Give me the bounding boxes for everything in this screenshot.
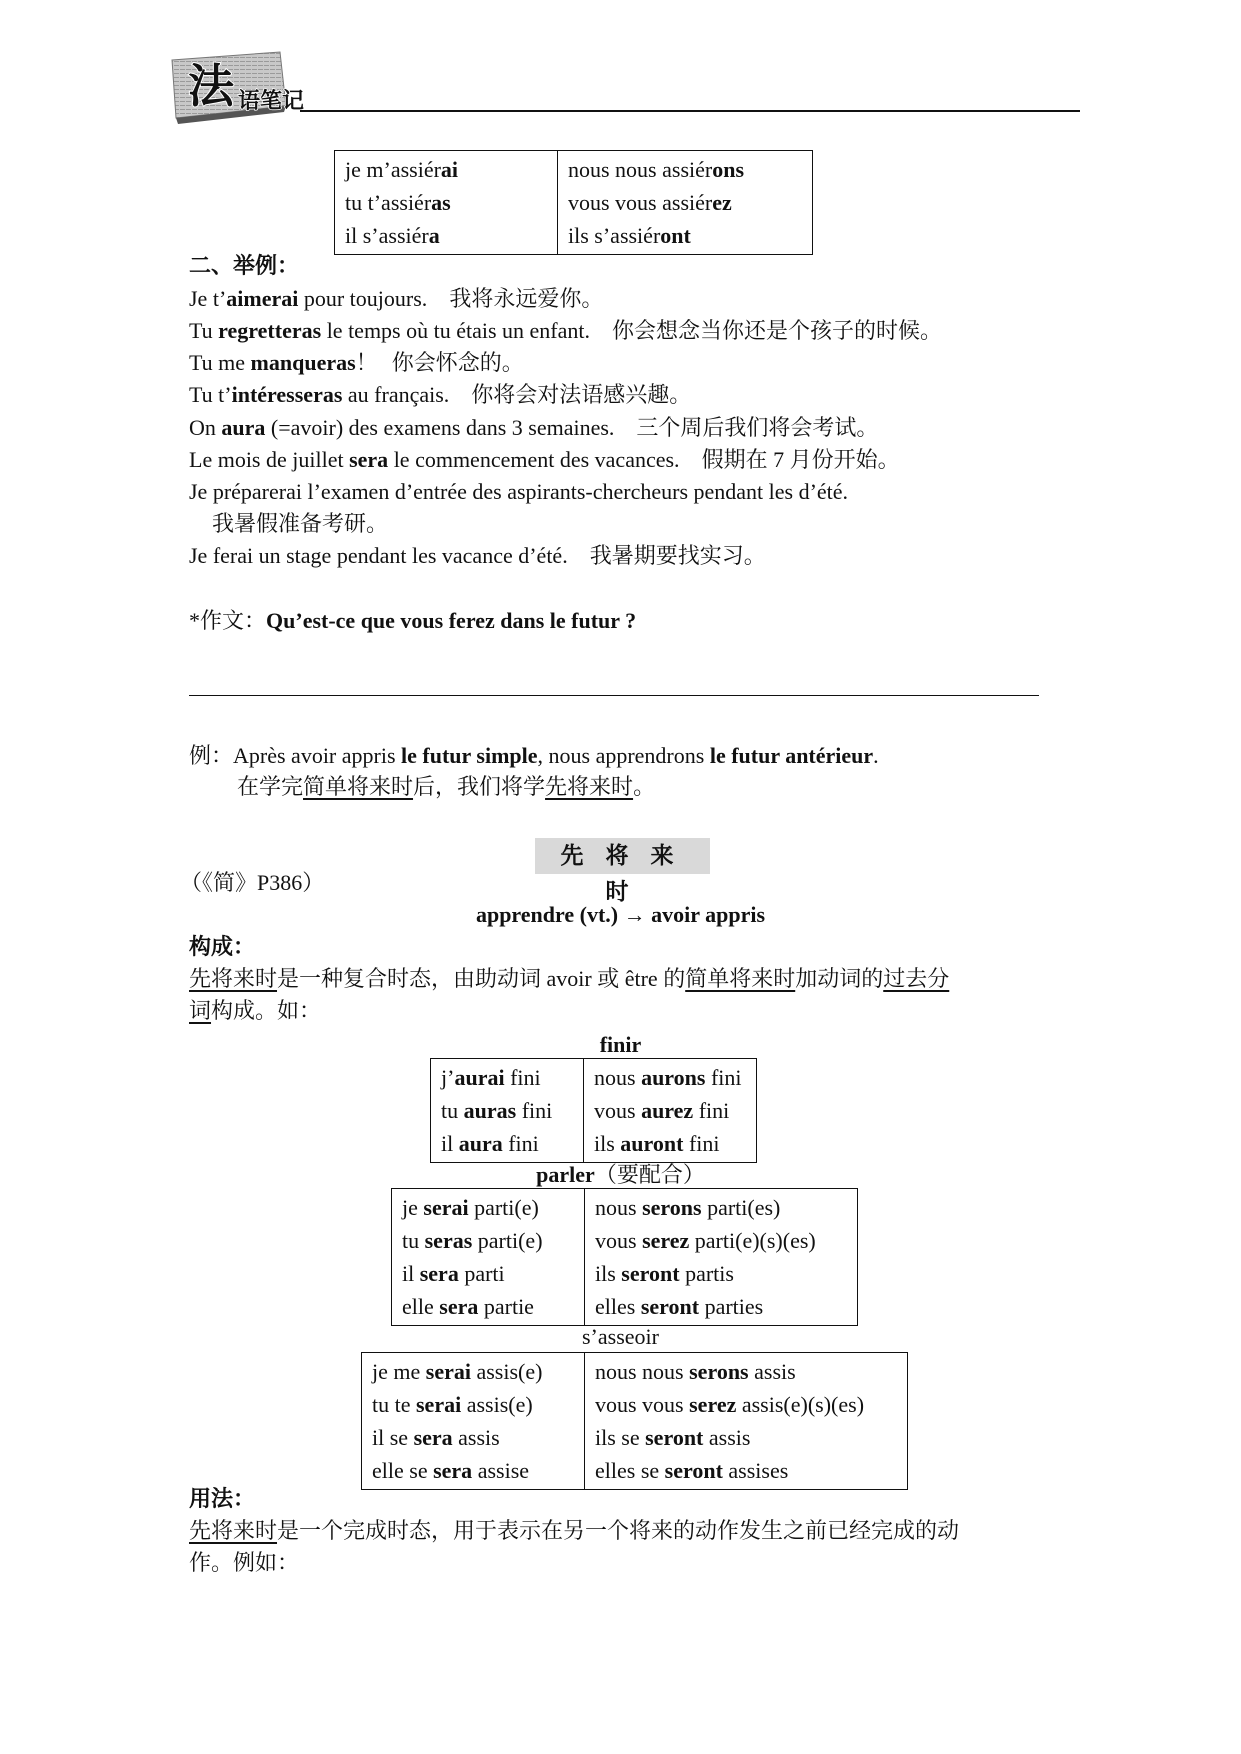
table-row: elles seront parties xyxy=(595,1294,764,1319)
example-line: Je t’aimerai pour toujours. 我将永远爱你。 xyxy=(189,286,604,311)
logo-icon xyxy=(168,48,348,128)
example-line: Je préparerai l’examen d’entrée des aspirants-chercheurs pendant les d’été. xyxy=(189,479,849,504)
table-row: il se sera assis xyxy=(372,1425,500,1450)
table-row: vous serez parti(e)(s)(es) xyxy=(595,1228,816,1253)
example-line: Tu t’intéresseras au français. 你将会对法语感兴趣。 xyxy=(189,382,692,407)
table-row: ils s’assiéront xyxy=(568,223,691,248)
reference: （《简》P386） xyxy=(180,870,325,895)
table-row: elle sera partie xyxy=(402,1294,534,1319)
usage-text: 作。例如： xyxy=(189,1550,300,1575)
table-row: tu auras fini xyxy=(441,1098,553,1123)
usage-heading: 用法： xyxy=(189,1486,256,1511)
formula: apprendre (vt.) → avoir appris xyxy=(475,902,766,927)
table-row: elle se sera assise xyxy=(372,1458,530,1483)
table-row: il sera parti xyxy=(402,1261,505,1286)
sasseoir-table xyxy=(361,1352,908,1490)
asseoir-future-table xyxy=(334,150,813,255)
example-line: On aura (=avoir) des examens dans 3 semaines. 三个周后我们将会考试。 xyxy=(189,415,879,440)
table-row: j’aurai fini xyxy=(441,1065,541,1090)
table-row: nous nous assiérons xyxy=(568,157,745,182)
transition-zh: 在学完简单将来时后，我们将学先将来时。 xyxy=(237,774,656,799)
table-row: je serai parti(e) xyxy=(402,1195,539,1220)
table-row: il s’assiéra xyxy=(345,223,440,248)
finir-table xyxy=(430,1058,757,1163)
header-rule xyxy=(300,110,1080,112)
composition-prompt: *作文：Qu’est-ce que vous ferez dans le futur ? xyxy=(189,608,637,633)
table-row: tu te serai assis(e) xyxy=(372,1392,533,1417)
example-line: Le mois de juillet sera le commencement des vacances. 假期在 7 月份开始。 xyxy=(189,447,900,472)
table-row: vous vous assiérez xyxy=(568,190,732,215)
example-line: Tu regretteras le temps où tu étais un enfant. 你会想念当你还是个孩子的时候。 xyxy=(189,318,943,343)
example-line: Je ferai un stage pendant les vacance d’été. 我暑期要找实习。 xyxy=(189,543,766,568)
table-row: vous aurez fini xyxy=(594,1098,730,1123)
table-row: vous vous serez assis(e)(s)(es) xyxy=(595,1392,865,1417)
usage-text: 先将来时是一个完成时态，用于表示在另一个将来的动作发生之前已经完成的动 xyxy=(189,1518,960,1543)
table-row: ils auront fini xyxy=(594,1131,720,1156)
table-row: il aura fini xyxy=(441,1131,539,1156)
examples-heading: 二、举例： xyxy=(189,253,300,278)
table-row: ils seront partis xyxy=(595,1261,734,1286)
parler-table xyxy=(391,1188,858,1326)
table-row: nous serons parti(es) xyxy=(595,1195,781,1220)
form-text: 词构成。如： xyxy=(189,998,322,1023)
table-row: je me serai assis(e) xyxy=(372,1359,543,1384)
table-row: tu seras parti(e) xyxy=(402,1228,543,1253)
table-row: nous aurons fini xyxy=(594,1065,742,1090)
verb-label-finir: finir xyxy=(599,1032,642,1057)
answer-line xyxy=(189,695,1039,696)
example-line: 我暑假准备考研。 xyxy=(212,511,389,536)
section-title: 先将来时 xyxy=(535,838,710,874)
form-text: 先将来时是一种复合时态，由助动词 avoir 或 être 的简单将来时加动词的过去分 xyxy=(189,966,950,991)
example-line: Tu me manqueras！ 你会怀念的。 xyxy=(189,350,524,375)
form-heading: 构成： xyxy=(189,934,256,959)
verb-label-sasseoir: s’asseoir xyxy=(582,1324,659,1349)
table-row: elles se seront assises xyxy=(595,1458,789,1483)
table-row: tu t’assiéras xyxy=(345,190,451,215)
table-row: je m’assiérai xyxy=(345,157,459,182)
svg-text:法: 法 xyxy=(188,59,234,113)
svg-text:语笔记: 语笔记 xyxy=(238,89,305,114)
transition-fr: 例：Après avoir appris le futur simple, nous apprendrons le futur antérieur. xyxy=(189,743,879,768)
table-row: ils se seront assis xyxy=(595,1425,751,1450)
table-row: nous nous serons assis xyxy=(595,1359,796,1384)
verb-label-parler: parler（要配合） xyxy=(536,1162,705,1187)
